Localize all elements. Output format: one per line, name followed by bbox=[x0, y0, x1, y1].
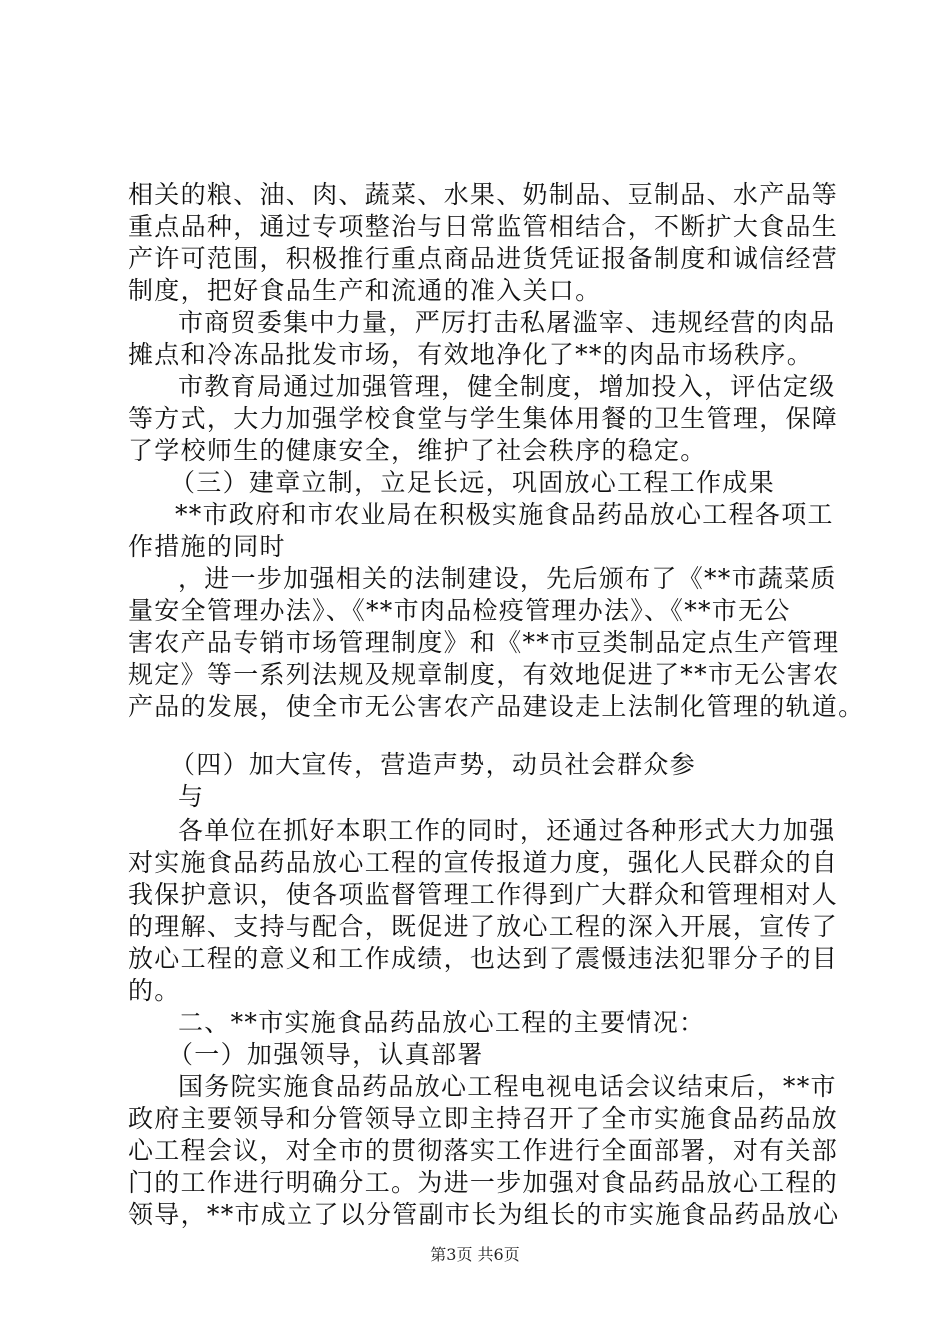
section-heading: 二、**市实施食品药品放心工程的主要情况： bbox=[178, 1008, 706, 1037]
body-text-line: 市教育局通过加强管理，健全制度，增加投入，评估定级 bbox=[178, 372, 836, 401]
body-text-line: 制度，把好食品生产和流通的准入关口。 bbox=[128, 276, 602, 305]
body-text-line: 产品的发展，使全市无公害农产品建设走上法制化管理的轨道。 bbox=[128, 692, 865, 721]
body-text-line: 市商贸委集中力量，严厉打击私屠滥宰、违规经营的肉品 bbox=[178, 308, 836, 337]
body-text-line: 害农产品专销市场管理制度》和《**市豆类制品定点生产管理 bbox=[128, 628, 840, 657]
body-text-line: 作措施的同时 bbox=[128, 532, 286, 561]
body-text-line: 我保护意识，使各项监督管理工作得到广大群众和管理相对人 bbox=[128, 880, 839, 909]
section-heading: （一）加强领导，认真部署 bbox=[168, 1040, 484, 1069]
page-number-footer: 第3页 共6页 bbox=[430, 1245, 520, 1264]
body-text-line: 政府主要领导和分管领导立即主持召开了全市实施食品药品放 bbox=[128, 1104, 839, 1133]
body-text-line: **市政府和市农业局在积极实施食品药品放心工程各项工 bbox=[175, 500, 834, 529]
body-text-line: 领导，**市成立了以分管副市长为组长的市实施食品药品放心 bbox=[128, 1200, 840, 1229]
body-text-line: 等方式，大力加强学校食堂与学生集体用餐的卫生管理，保障 bbox=[128, 404, 839, 433]
body-text-line: 门的工作进行明确分工。为进一步加强对食品药品放心工程的 bbox=[128, 1168, 839, 1197]
section-heading: （四）加大宣传，营造声势，动员社会群众参 bbox=[170, 750, 697, 779]
body-text-line: 的。 bbox=[128, 976, 181, 1005]
body-text-line: 相关的粮、油、肉、蔬菜、水果、奶制品、豆制品、水产品等 bbox=[128, 180, 839, 209]
body-text-line: 重点品种，通过专项整治与日常监管相结合，不断扩大食品生 bbox=[128, 212, 839, 241]
body-text-line: 国务院实施食品药品放心工程电视电话会议结束后，**市 bbox=[178, 1072, 837, 1101]
body-text-line: 各单位在抓好本职工作的同时，还通过各种形式大力加强 bbox=[178, 816, 836, 845]
body-text-line: 量安全管理办法》、《**市肉品检疫管理办法》、《**市无公 bbox=[128, 596, 791, 625]
body-text-line: 对实施食品药品放心工程的宣传报道力度，强化人民群众的自 bbox=[128, 848, 839, 877]
section-heading: （三）建章立制，立足长远，巩固放心工程工作成果 bbox=[170, 468, 775, 497]
section-heading-continuation: 与 bbox=[178, 782, 205, 811]
body-text-line: 规定》等一系列法规及规章制度，有效地促进了**市无公害农 bbox=[128, 660, 840, 689]
body-text-line: 放心工程的意义和工作成绩，也达到了震慑违法犯罪分子的目 bbox=[128, 944, 839, 973]
body-text-line: 产许可范围，积极推行重点商品进货凭证报备制度和诚信经营 bbox=[128, 244, 839, 273]
body-text-line: 心工程会议，对全市的贯彻落实工作进行全面部署，对有关部 bbox=[128, 1136, 839, 1165]
body-text-line: ，进一步加强相关的法制建设，先后颁布了《**市蔬菜质 bbox=[178, 564, 837, 593]
body-text-line: 的理解、支持与配合，既促进了放心工程的深入开展，宣传了 bbox=[128, 912, 839, 941]
body-text-line: 了学校师生的健康安全，维护了社会秩序的稳定。 bbox=[128, 436, 707, 465]
body-text-line: 摊点和冷冻品批发市场，有效地净化了**的肉品市场秩序。 bbox=[128, 340, 814, 369]
